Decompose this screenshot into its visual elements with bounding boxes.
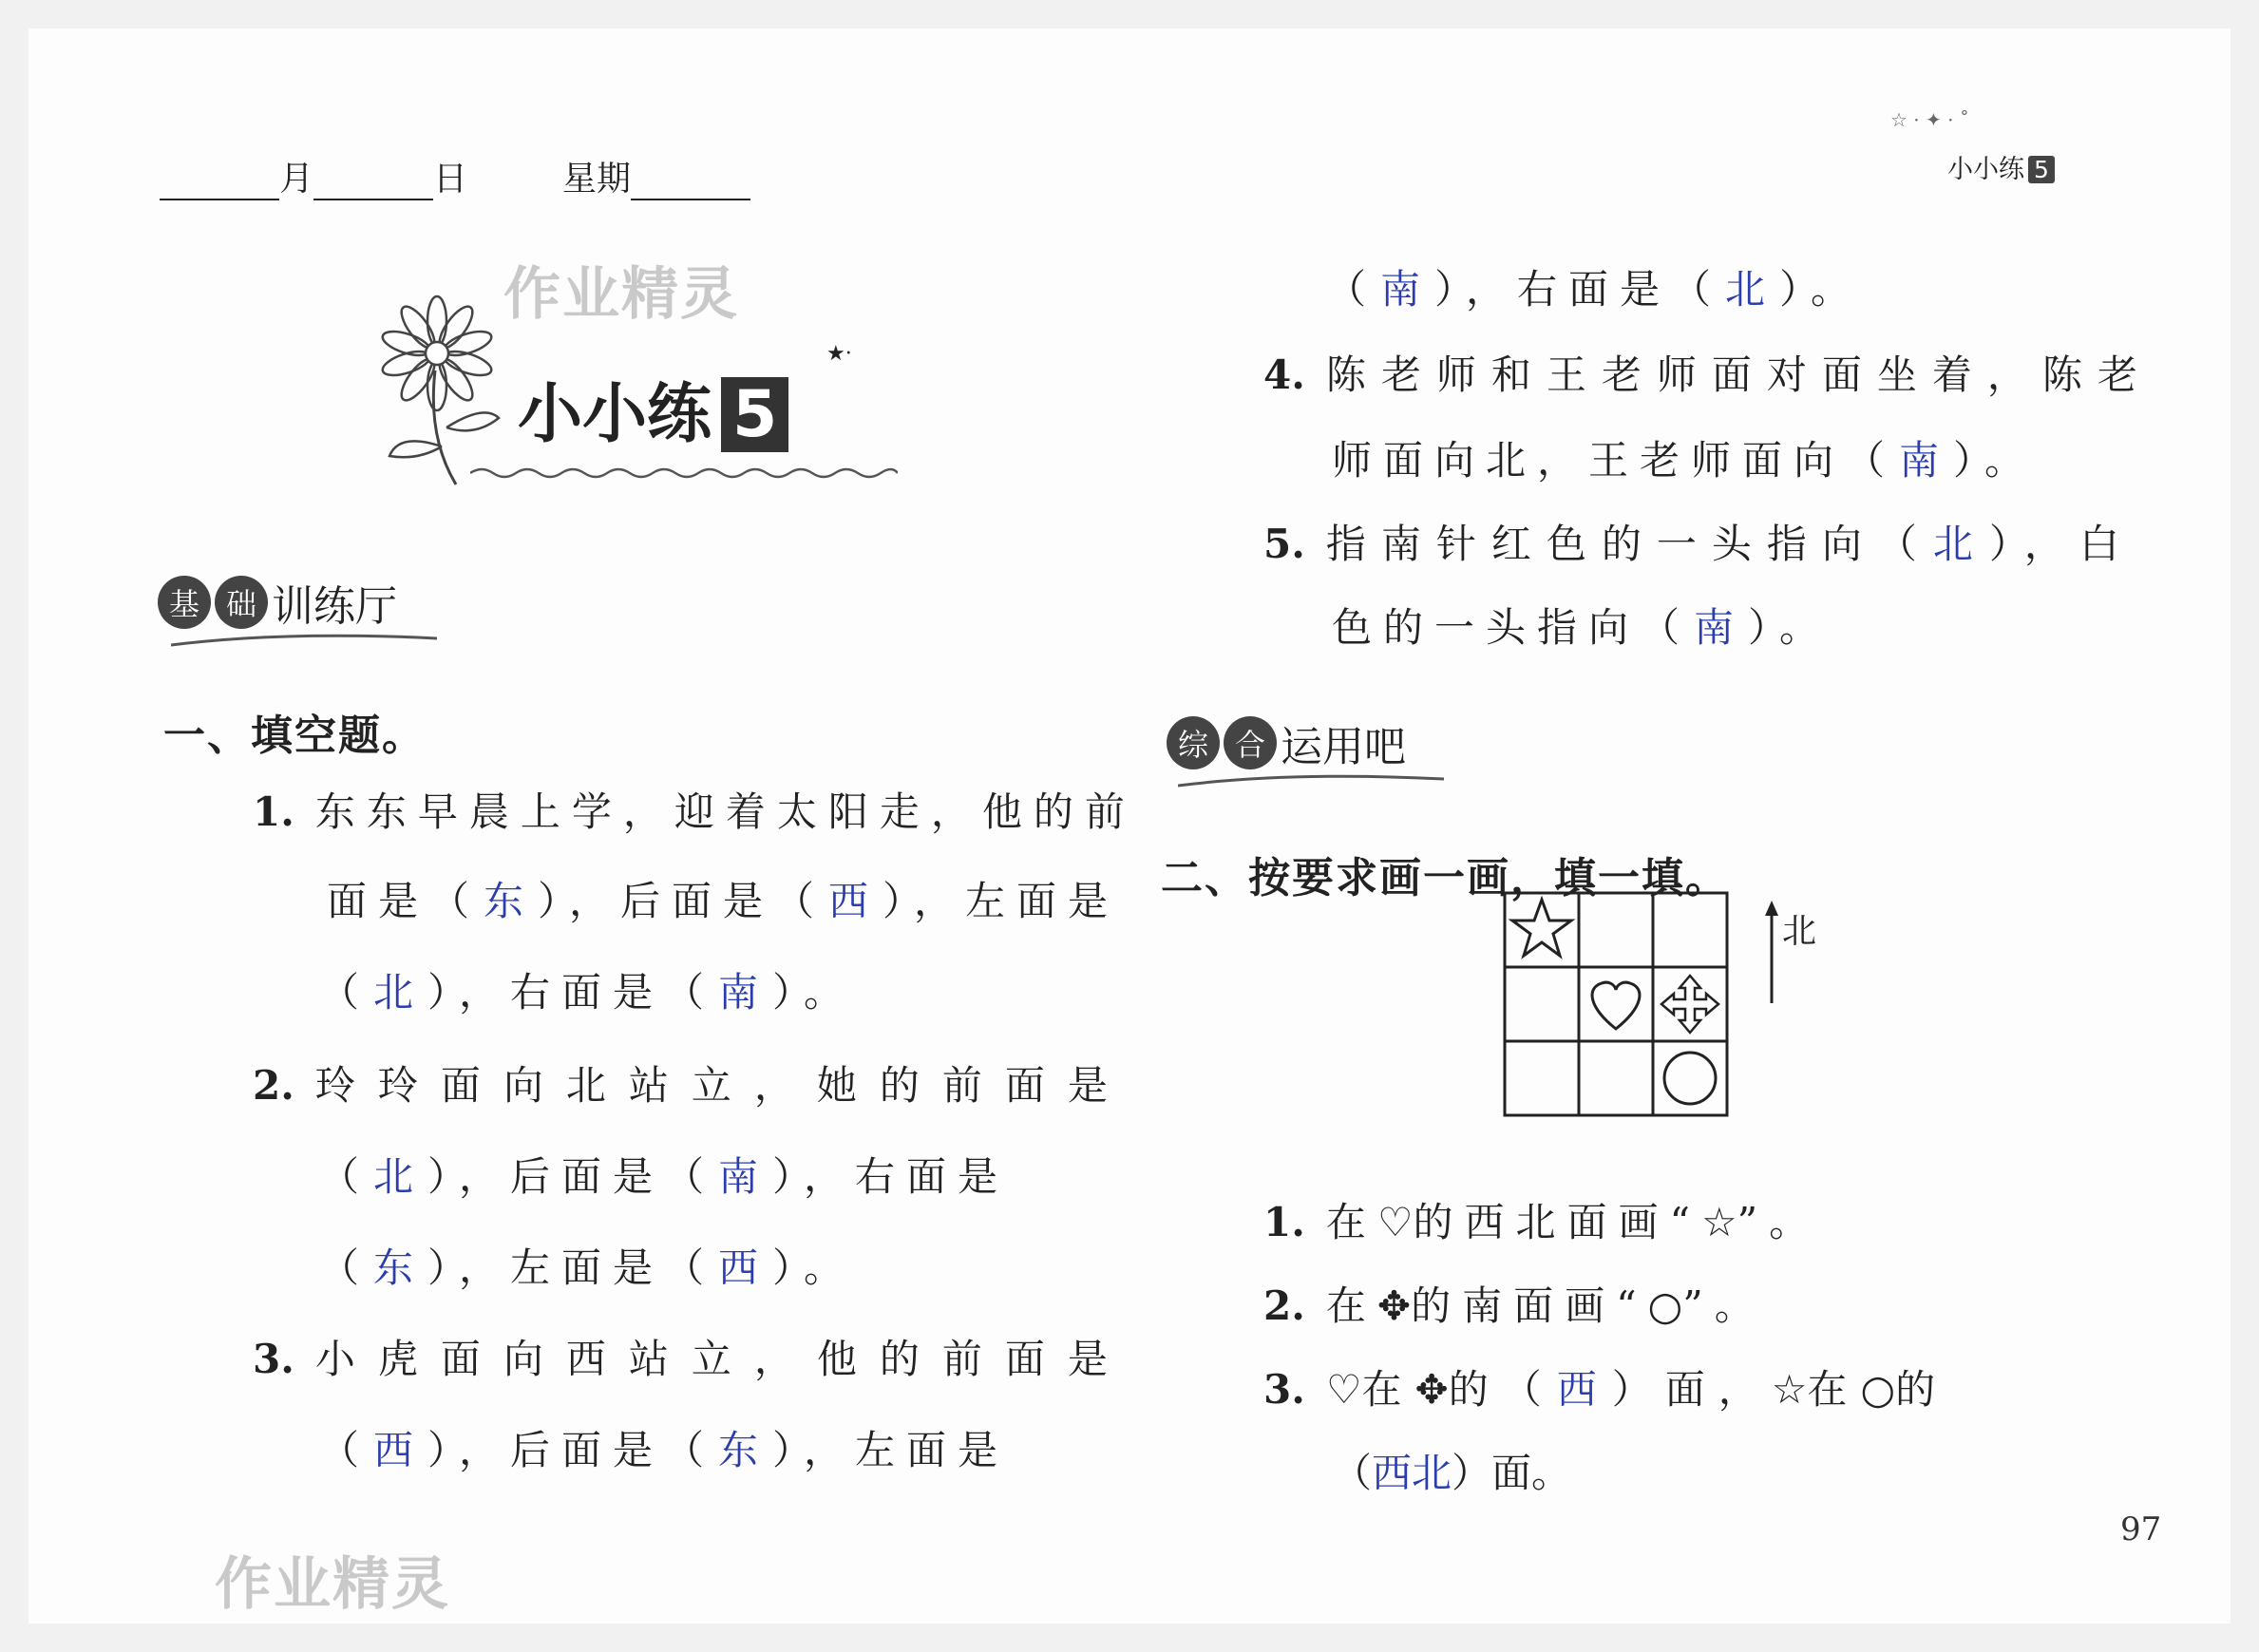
question-text: ）面， (1611, 1366, 1772, 1413)
wavy-underline (470, 464, 898, 483)
answer-blank: 南 (718, 1153, 770, 1200)
question-text: （ (319, 969, 371, 1016)
question-text: ），后面是（ (538, 878, 826, 924)
page-number: 97 (2120, 1510, 2162, 1548)
heart-icon: ♡ (1376, 1199, 1414, 1245)
answer-blank: 西 (718, 1244, 770, 1291)
fill-question-3-line-1 (1263, 1366, 1949, 1413)
star-icon: ☆ (1771, 1366, 1808, 1413)
answer-blank: 东 (484, 878, 536, 924)
weekday-label: 星期 (562, 160, 632, 199)
date-line (160, 152, 750, 200)
question-2-line-2 (319, 1153, 1010, 1200)
answer-blank: 北 (373, 969, 426, 1016)
question-2-line-3 (319, 1244, 856, 1291)
page-title-text: 小小练 (518, 377, 712, 452)
question-text: ）面。 (1452, 1450, 1572, 1496)
section-tag-rest: 训练厅 (272, 582, 397, 631)
heart-icon (1592, 982, 1640, 1029)
question-text: 师面向北，王老师面向（ (1332, 437, 1897, 484)
question-text: ”。 (1737, 1199, 1821, 1245)
question-number: 2. (253, 1062, 294, 1109)
section-tag-basic (158, 572, 397, 633)
circle-icon: ○ (1647, 1282, 1683, 1329)
question-text: ）。 (772, 969, 856, 1016)
section-tag-apply (1167, 712, 1406, 773)
question-text: ），左面是 (883, 878, 1120, 924)
question-4-line-2 (1332, 437, 2037, 484)
question-text: 的（ (1448, 1366, 1555, 1413)
question-text: （ (319, 1427, 371, 1473)
question-number: 1. (1263, 1199, 1305, 1245)
section-tag-rest: 运用吧 (1281, 723, 1406, 771)
title-stars-decoration: ★· (826, 342, 852, 366)
question-1-line-2 (327, 878, 1120, 924)
question-2-line-1 (253, 1062, 1130, 1109)
section1-heading: 一、填空题。 (163, 712, 426, 760)
question-text: 陈老师和王老师面对面坐着，陈老 (1325, 351, 2153, 398)
answer-blank: 西北 (1372, 1450, 1452, 1496)
star-icon: ☆ (1701, 1199, 1737, 1245)
question-text: ），右面是（ (427, 969, 716, 1016)
question-text: 在 (1361, 1366, 1415, 1413)
question-number: 5. (1263, 521, 1305, 567)
question-text: 在 (1325, 1282, 1377, 1329)
question-number: 1. (253, 788, 294, 835)
draw-question-1 (1263, 1199, 1821, 1245)
answer-blank: 南 (1694, 604, 1746, 651)
question-text: ）。 (772, 1244, 856, 1291)
question-text: ）。 (1748, 604, 1832, 651)
fill-question-3-line-2 (1332, 1450, 1572, 1496)
page-title (518, 363, 788, 455)
question-text: （ (1326, 266, 1378, 313)
four-arrows-icon (1661, 976, 1718, 1033)
question-text: ）。 (1779, 266, 1863, 313)
question-number: 2. (1263, 1282, 1305, 1329)
question-text: ”。 (1682, 1282, 1766, 1329)
four-arrows-icon: ✥ (1376, 1282, 1412, 1329)
answer-blank: 东 (373, 1244, 426, 1291)
section-tag-char: 综 (1167, 716, 1220, 769)
question-3-line-1 (253, 1336, 1130, 1382)
question-5-line-2 (1332, 604, 1832, 651)
question-text: ）。 (1953, 437, 2037, 484)
question-text: （ (319, 1244, 371, 1291)
month-label: 月 (279, 160, 314, 199)
section2-heading: 二、按要求画一画，填一填。 (1161, 854, 1729, 902)
circle-icon: ○ (1860, 1366, 1896, 1413)
question-1-line-3 (319, 969, 856, 1016)
question-1-line-1 (253, 788, 1136, 835)
question-number: 3. (1263, 1366, 1305, 1413)
question-text: 玲玲面向北站立，她的前面是 (314, 1062, 1130, 1109)
practice-tag-text: 小小练 (1947, 155, 2024, 184)
question-text: 指南针红色的一头指向（ (1325, 521, 1932, 567)
question-text: （ (1332, 1450, 1373, 1496)
question-text: 小虎面向西站立，他的前面是 (314, 1336, 1130, 1382)
answer-blank: 南 (1380, 266, 1433, 313)
circle-icon (1664, 1053, 1716, 1104)
section-tag-char: 础 (215, 576, 268, 629)
question-text: 东东早晨上学，迎着太阳走，他的前 (314, 788, 1136, 835)
section-tag-char: 基 (158, 576, 211, 629)
answer-blank: 西 (373, 1427, 426, 1473)
watermark-top: 作业精灵 (503, 261, 739, 328)
question-text: 的西北面画“ (1413, 1199, 1702, 1245)
section-swoosh (1178, 771, 1444, 790)
answer-blank: 东 (718, 1427, 770, 1473)
day-blank (313, 166, 433, 200)
answer-blank: 南 (718, 969, 770, 1016)
question-number: 3. (253, 1336, 294, 1382)
workbook-page (28, 28, 2231, 1624)
question-text: ），后面是（ (427, 1427, 716, 1473)
direction-grid (1503, 891, 1750, 1129)
answer-blank: 北 (1932, 521, 1988, 567)
question-5-line-1 (1263, 521, 2135, 567)
north-label: 北 (1782, 912, 1817, 951)
question-text: 在 (1325, 1199, 1377, 1245)
question-3-line-2 (319, 1427, 1010, 1473)
draw-question-2 (1263, 1282, 1766, 1329)
month-blank (160, 166, 279, 200)
question-text: （ (319, 1153, 371, 1200)
question-text: ），后面是（ (427, 1153, 716, 1200)
answer-blank: 西 (828, 878, 881, 924)
watermark-bottom: 作业精灵 (215, 1551, 450, 1618)
north-arrow-icon (1762, 901, 1781, 1005)
answer-blank: 北 (373, 1153, 426, 1200)
day-label: 日 (433, 160, 468, 199)
practice-tag (1947, 148, 2055, 185)
answer-blank: 南 (1899, 437, 1951, 484)
question-4-line-1 (1263, 351, 2153, 398)
question-text: 色的一头指向（ (1332, 604, 1692, 651)
question-text: ），左面是 (772, 1427, 1010, 1473)
question-text: 的 (1895, 1366, 1949, 1413)
question-text: ），左面是（ (427, 1244, 716, 1291)
question-text: 在 (1807, 1366, 1861, 1413)
page-title-number: 5 (721, 377, 788, 452)
answer-blank: 西 (1556, 1366, 1610, 1413)
weekday-blank (631, 166, 750, 200)
question-number: 4. (1263, 351, 1305, 398)
stars-decoration: ☆ · ✦ · ˚ (1890, 108, 1969, 131)
question-text: ），右面是（ (1434, 266, 1723, 313)
star-icon (1512, 900, 1571, 956)
section-swoosh (171, 631, 437, 650)
question-3-line-3 (1326, 266, 1863, 313)
question-text: 的南面画“ (1411, 1282, 1648, 1329)
question-text: 面是（ (327, 878, 482, 924)
answer-blank: 北 (1725, 266, 1777, 313)
four-arrows-icon: ✥ (1414, 1366, 1449, 1413)
heart-icon: ♡ (1325, 1366, 1362, 1413)
question-text: ），右面是 (772, 1153, 1010, 1200)
section-tag-char: 合 (1224, 716, 1277, 769)
practice-tag-number: 5 (2028, 156, 2055, 183)
question-text: ），白 (1988, 521, 2135, 567)
